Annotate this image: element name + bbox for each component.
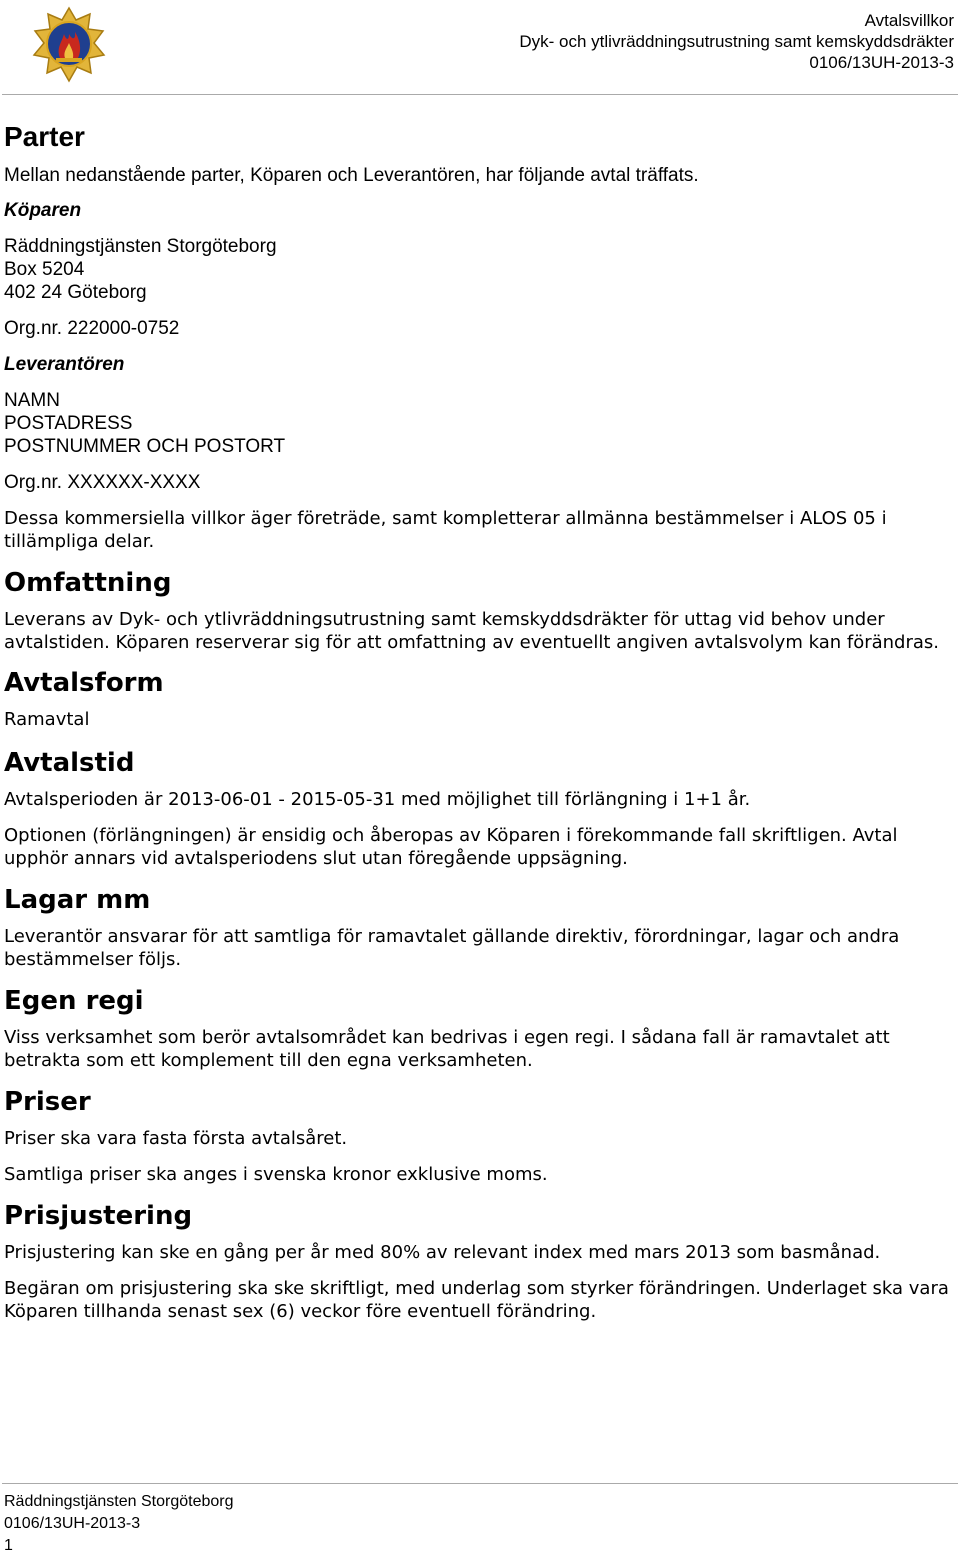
avtalstid-period: Avtalsperioden är 2013-06-01 - 2015-05-31 med möjlighet till förlängning i 1+1 år. [4,789,751,810]
document-reference: 0106/13UH-2013-3 [809,53,954,72]
avtalsform-text: Ramavtal [4,709,90,730]
section-heading-parter: Parter [4,121,85,152]
parter-intro: Mellan nedanstående parter, Köparen och Leverantören, har följande avtal träffats. [4,165,699,186]
fire-rescue-emblem-icon [28,6,110,84]
priser-fixed: Priser ska vara fasta första avtalsåret. [4,1128,348,1149]
page-header [0,0,960,96]
priser-currency: Samtliga priser ska anges i svenska kronor exklusive moms. [4,1164,548,1185]
section-heading-priser: Priser [4,1087,91,1117]
footer-organization: Räddningstjänsten Storgöteborg [4,1493,234,1510]
egen-regi-text: Viss verksamhet som berör avtalsområdet kan bedrivas i egen regi. I sådana fall är ramavtalet att betrakta som ett komplement till den egna verksamheten. [4,1027,890,1071]
document-type: Avtalsvillkor [864,11,954,30]
footer-divider [2,1483,958,1484]
precedence-text: Dessa kommersiella villkor äger företräde, samt kompletterar allmänna bestämmelser i ALOS 05 i tillämpliga delar. [4,508,887,552]
section-heading-prisjustering: Prisjustering [4,1201,193,1231]
section-heading-lagar: Lagar mm [4,885,151,915]
prisjustering-request: Begäran om prisjustering ska ske skriftligt, med underlag som styrker förändringen. Underlaget ska vara Köparen tillhanda senast sex (6) veckor före eventuell förändring. [4,1278,949,1322]
avtalstid-option: Optionen (förlängningen) är ensidig och åberopas av Köparen i förekommande fall skriftligen. Avtal upphör annars vid avtalsperiodens slut utan föregående uppsägning. [4,825,898,869]
header-divider [2,94,958,95]
section-heading-egen-regi: Egen regi [4,986,144,1016]
supplier-address: POSTADRESS [4,413,133,434]
header-info [519,10,954,73]
supplier-name: NAMN [4,390,60,411]
supplier-label: Leverantören [4,354,125,375]
prisjustering-index: Prisjustering kan ske en gång per år med 80% av relevant index med mars 2013 som basmånad. [4,1242,881,1263]
supplier-orgnr: Org.nr. XXXXXX-XXXX [4,472,201,493]
lagar-text: Leverantör ansvarar för att samtliga för ramavtalet gällande direktiv, förordningar, lagar och andra bestämmelser följs. [4,926,900,970]
page-footer [4,1491,234,1557]
section-heading-avtalsform: Avtalsform [4,668,164,698]
section-heading-omfattning: Omfattning [4,568,172,598]
supplier-city: POSTNUMMER OCH POSTORT [4,436,286,457]
document-body [4,120,954,1323]
document-subject: Dyk- och ytlivräddningsutrustning samt kemskyddsdräkter [519,32,954,51]
buyer-box: Box 5204 [4,259,85,280]
buyer-orgnr: Org.nr. 222000-0752 [4,318,180,339]
buyer-city: 402 24 Göteborg [4,282,147,303]
buyer-label: Köparen [4,200,82,221]
footer-reference: 0106/13UH-2013-3 [4,1515,141,1532]
page-number: 1 [4,1537,13,1554]
omfattning-text: Leverans av Dyk- och ytlivräddningsutrustning samt kemskyddsdräkter för uttag vid behov under avtalstiden. Köparen reserverar sig för att omfattning av eventuellt angiven avtalsvolym kan förändras. [4,609,940,653]
buyer-name: Räddningstjänsten Storgöteborg [4,236,277,257]
section-heading-avtalstid: Avtalstid [4,748,135,778]
